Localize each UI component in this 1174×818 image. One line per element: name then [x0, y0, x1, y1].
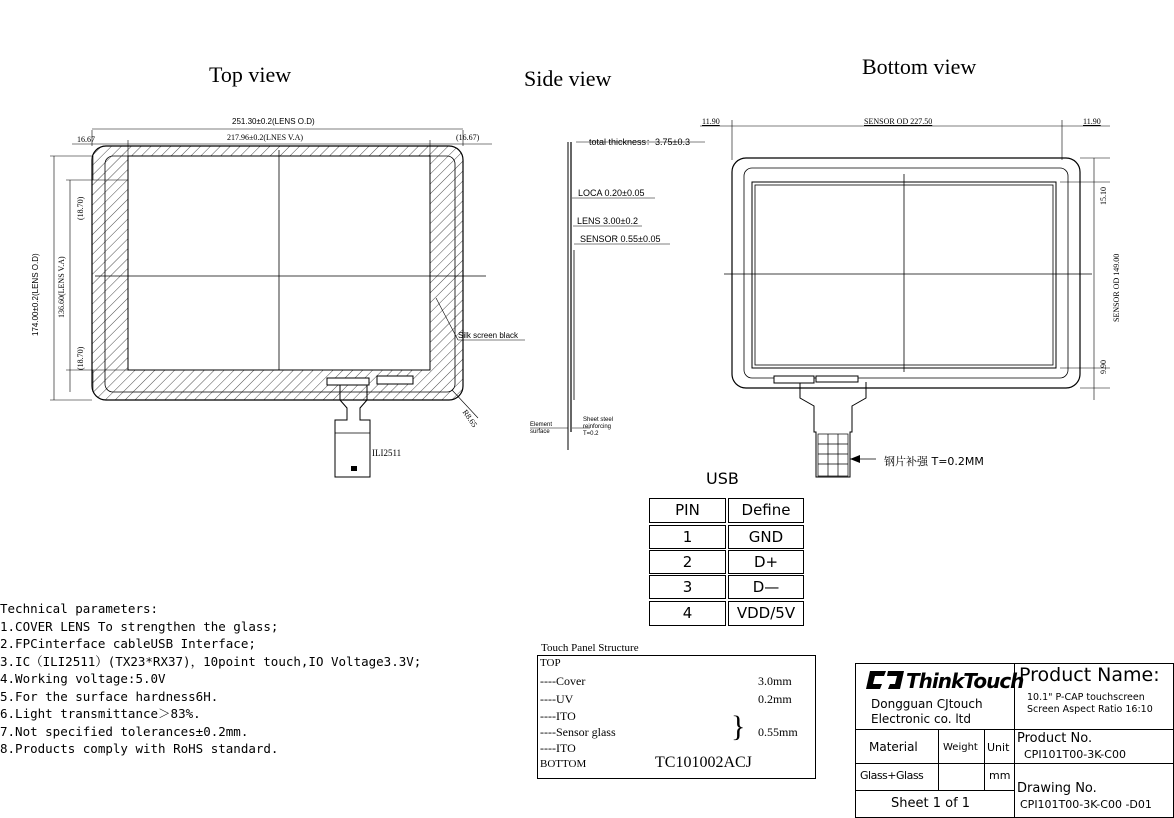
left-margin-label: 16.67	[77, 135, 95, 144]
bottom-view-drawing	[690, 110, 1130, 490]
tech-item: 6.Light transmittance＞83%.	[0, 706, 201, 721]
company-name-2: Electronic co. ltd	[871, 712, 971, 726]
sensor-od-width: SENSOR OD 227.50	[864, 117, 933, 126]
bottom-bot-dim: 9.90	[1099, 360, 1108, 374]
bottom-right-dim: 11.90	[1083, 117, 1101, 126]
sheet-label: Sheet 1 of 1	[891, 796, 971, 811]
tech-item: 2.FPCinterface cableUSB Interface;	[0, 636, 256, 651]
tech-item: 7.Not specified tolerances±0.2mm.	[0, 723, 249, 739]
product-name-label: Product Name:	[1019, 664, 1160, 686]
sensor-od-height: SENSOR OD 149.00	[1112, 253, 1121, 322]
structure-uv: ----UV	[540, 692, 574, 706]
stiffener-label: 钢片补强 T=0.2MM	[884, 455, 984, 468]
element-surface-label: Element surface	[530, 422, 553, 435]
va-height-label: 136.60(LENS V.A)	[57, 256, 66, 318]
ic-label: ILI2511	[372, 448, 402, 458]
structure-cover-value: 3.0mm	[758, 674, 792, 688]
unit-value: mm	[989, 769, 1011, 782]
structure-title: Touch Panel Structure	[541, 642, 639, 654]
bottom-top-dim: 15.10	[1099, 187, 1108, 205]
tech-item: 5.For the surface hardness6H.	[0, 688, 219, 704]
usb-header-pin: PIN	[649, 498, 726, 523]
right-margin-label: (16.67)	[456, 133, 480, 142]
sensor-label: SENSOR 0.55±0.05	[580, 234, 661, 244]
structure-uv-value: 0.2mm	[758, 692, 792, 706]
loca-label: LOCA 0.20±0.05	[578, 188, 645, 198]
product-desc-1: 10.1" P-CAP touchscreen	[1027, 692, 1145, 703]
structure-ito-1: ----ITO	[540, 709, 576, 723]
material-label: Material	[869, 740, 918, 754]
product-desc-2: Screen Aspect Ratio 16:10	[1027, 704, 1153, 715]
weight-label: Weight	[943, 742, 978, 753]
top-view-drawing	[0, 0, 560, 490]
usb-header-define: Define	[728, 498, 804, 523]
weight-cell	[938, 763, 985, 791]
usb-define-cell: D+	[728, 550, 804, 574]
company-logo-text: ThinkTouch	[906, 669, 1024, 693]
cj-logo-icon	[866, 669, 906, 691]
structure-glass-value: 0.55mm	[758, 725, 798, 739]
bottom-view-title: Bottom view	[862, 54, 977, 79]
lens-od-width-label: 251.30±0.2(LENS O.D)	[232, 117, 315, 126]
sheet-steel-label: Sheet steel reinforcing T=0.2	[583, 417, 614, 437]
product-no-value: CPI101T00-3K-C00	[1024, 748, 1126, 761]
bottom-margin-label: (18.70)	[76, 346, 85, 370]
structure-top: TOP	[540, 657, 561, 669]
top-margin-label: (18.70)	[76, 196, 85, 220]
tech-heading: Technical parameters:	[0, 601, 159, 616]
usb-define-cell: GND	[728, 525, 804, 549]
usb-pin-cell: 3	[649, 575, 726, 599]
usb-define-cell: D—	[728, 575, 804, 599]
tech-item: 4.Working voltage:5.0V	[0, 671, 166, 686]
total-thickness-label: total thickness：3.75±0.3	[589, 137, 690, 147]
va-width-label: 217.96±0.2(LNES V.A)	[227, 133, 304, 142]
structure-model: TC101002ACJ	[655, 754, 752, 771]
product-no-label: Product No.	[1017, 731, 1093, 746]
unit-label: Unit	[987, 741, 1010, 754]
bottom-left-dim: 11.90	[702, 117, 720, 126]
tech-item: 8.Products comply with RoHS standard.	[0, 741, 279, 756]
structure-sensor-glass: ----Sensor glass	[540, 725, 616, 739]
lens-od-height-label: 174.00±0.2(LENS O.D)	[31, 253, 40, 336]
usb-pin-cell: 1	[649, 525, 726, 549]
lens-label: LENS 3.00±0.2	[577, 216, 638, 226]
material-value: Glass+Glass	[860, 769, 924, 782]
drawing-no-value: CPI101T00-3K-C00 -D01	[1020, 798, 1152, 811]
usb-pin-cell: 2	[649, 550, 726, 574]
usb-define-cell: VDD/5V	[728, 601, 804, 626]
side-view-title: Side view	[524, 66, 612, 91]
structure-brace: }	[731, 710, 746, 743]
tech-item: 1.COVER LENS To strengthen the glass;	[0, 618, 279, 634]
structure-bottom: BOTTOM	[540, 758, 587, 770]
tech-params	[0, 600, 421, 758]
structure-cover: ----Cover	[540, 674, 586, 688]
company-name-1: Dongguan CJtouch	[871, 697, 983, 711]
usb-pin-cell: 4	[649, 601, 726, 626]
top-view-title: Top view	[209, 62, 292, 87]
usb-title: USB	[706, 469, 739, 488]
silk-screen-label: Silk screen black	[458, 331, 519, 340]
drawing-no-label: Drawing No.	[1017, 781, 1097, 796]
structure-ito-2: ----ITO	[540, 741, 576, 755]
tech-item: 3.IC（ILI2511）(TX23*RX37)，10point touch,IO Voltage3.3V;	[0, 653, 422, 669]
radius-label: R8.65	[460, 408, 480, 430]
